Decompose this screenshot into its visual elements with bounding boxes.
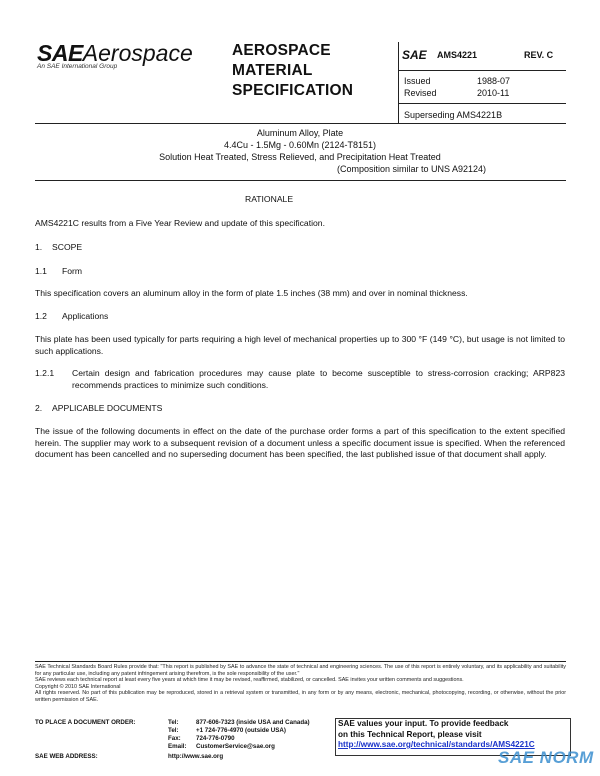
revision-label: REV. C (524, 50, 554, 60)
rationale-heading: RATIONALE (245, 194, 294, 204)
tel-number: +1 724-776-4970 (outside USA) (196, 727, 286, 734)
section-number: 1. (35, 242, 43, 252)
section-heading: APPLICABLE DOCUMENTS (52, 403, 163, 413)
paragraph: The issue of the following documents in effect on the date of the purchase order forms a part of this specification to the extent specified herein. The supplier may work to a subsequent revision of a document unless a specific document issue is specified. When the referenced document has been cancelled and no superseding document has been specified, the last published issue of that document shall apply. (35, 426, 565, 459)
sae-mark: SAE (402, 48, 427, 62)
document-number: AMS4221 (437, 50, 478, 60)
sae-aerospace-logo (37, 41, 193, 65)
fax-label: Fax: (168, 735, 181, 742)
header-rule (35, 123, 566, 124)
section-heading: SCOPE (52, 242, 83, 252)
title-rule (35, 180, 566, 181)
paragraph: This specification covers an aluminum alloy in the form of plate 1.5 inches (38 mm) and over in nominal thickness. (35, 288, 468, 298)
footer-rule (35, 661, 566, 662)
web-label: SAE WEB ADDRESS: (35, 753, 98, 760)
section-heading: Form (62, 266, 83, 276)
paragraph: This plate has been used typically for parts requiring a high level of mechanical properties up to 300 °F (149 °C), but usage is not limited to such applications. (35, 334, 565, 356)
sae-norm-watermark: SAE NORM (498, 748, 594, 767)
tel-number: 877-606-7323 (inside USA and Canada) (196, 719, 310, 726)
logo-subtitle: An SAE International Group (37, 63, 118, 70)
header-divider (398, 42, 399, 124)
revised-label: Revised (404, 88, 437, 98)
section-number: 2. (35, 403, 43, 413)
header-rule (398, 103, 566, 104)
issued-label: Issued (404, 76, 431, 86)
copyright: Copyright © 2010 SAE International (35, 683, 121, 690)
doc-type-line: MATERIAL (232, 62, 313, 79)
paragraph: Certain design and fabrication procedures may cause plate to become susceptible to stress-corrosion cracking; ARP823 recommends practices to minimize such conditions. (72, 368, 565, 390)
legal-text: SAE Technical Standards Board Rules provide that: "This report is published by SAE to advance the state of technical and engineering sciences. The use of this report is entirely voluntary, and its applicability and suitability for any particular use, including any patent infringement arising therefrom, is the sole responsibility of the user." (35, 664, 566, 677)
section-number: 1.1 (35, 266, 47, 276)
document-type (232, 41, 353, 101)
superseding-note: Superseding AMS4221B (404, 110, 503, 120)
revised-date: 2010-11 (477, 88, 510, 98)
doc-type-line: SPECIFICATION (232, 82, 354, 99)
feedback-link[interactable]: http://www.sae.org/technical/standards/AMS4221C (338, 740, 535, 749)
legal-text: All rights reserved. No part of this publication may be reproduced, stored in a retrieval system or transmitted, in any form or by any means, electronic, mechanical, photocopying, recording, or otherwise, without the prior written permission of SAE. (35, 690, 566, 703)
fax-number: 724-776-0790 (196, 735, 235, 742)
section-heading: Applications (62, 311, 109, 321)
section-number: 1.2 (35, 311, 47, 321)
rationale-text: AMS4221C results from a Five Year Review and update of this specification. (35, 218, 325, 228)
email-link[interactable]: CustomerService@sae.org (196, 743, 275, 750)
title-line: Solution Heat Treated, Stress Relieved, and Precipitation Heat Treated (159, 152, 441, 162)
issued-date: 1988-07 (477, 76, 511, 86)
section-number: 1.2.1 (35, 368, 55, 378)
tel-label: Tel: (168, 727, 179, 734)
logo-word: Aerospace (82, 40, 193, 66)
title-line: 4.4Cu - 1.5Mg - 0.60Mn (2124-T8151) (223, 140, 377, 150)
header-rule (398, 70, 566, 71)
feedback-line: SAE values your input. To provide feedback (338, 719, 509, 728)
legal-text: SAE reviews each technical report at least every five years at which time it may be revised, reaffirmed, stabilized, or cancelled. SAE invites your written comments and suggestions. (35, 677, 464, 684)
logo-sae: SAE (37, 40, 83, 66)
email-label: Email: (168, 743, 187, 750)
web-link[interactable]: http://www.sae.org (168, 753, 224, 760)
tel-label: Tel: (168, 719, 179, 726)
legal-notice (35, 664, 566, 704)
feedback-text (338, 719, 535, 751)
order-label: TO PLACE A DOCUMENT ORDER: (35, 719, 136, 726)
title-line: (Composition similar to UNS A92124) (337, 164, 487, 174)
title-line: Aluminum Alloy, Plate (256, 128, 344, 138)
doc-type-line: AEROSPACE (232, 42, 331, 59)
feedback-line: on this Technical Report, please visit (338, 729, 482, 739)
